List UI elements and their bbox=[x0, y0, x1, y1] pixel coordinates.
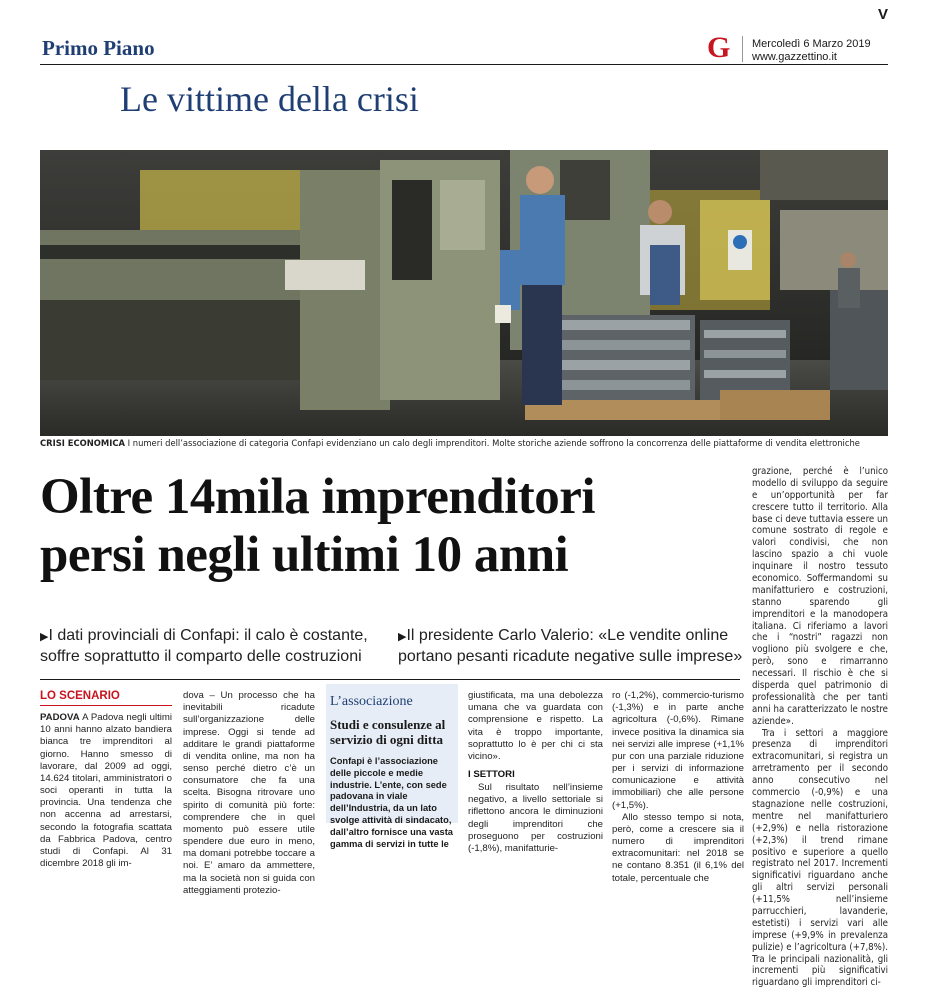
deck-right bbox=[398, 626, 743, 668]
association-box-title: L’associazione bbox=[330, 694, 413, 709]
headline bbox=[40, 468, 740, 584]
caption-label: CRISI ECONOMICA bbox=[40, 438, 125, 448]
caption-text: I numeri dell’associazione di categoria Confapi evidenziano un calo degli imprenditori. Molte storiche aziende soffrono la concorrenza delle piattaforme di vendita elettroniche bbox=[127, 438, 860, 448]
association-box-text: Confapi è l’associazione delle piccole e medie industrie. L’ente, con sede padovana in viale dell’Industria, da un lato svolge attività di sindacato, dall’altro fornisce una vasta gamma di servizi in tutte le bbox=[330, 756, 453, 849]
deck-right-line-1: Il presidente Carlo Valerio: «Le vendite online bbox=[406, 627, 729, 644]
side-paragraph-2: Tra i settori a maggiore presenza di imprenditori extracomunitari, si registra un arretramento per il secondo anno consecutivo nel commercio (-0,9%) e una stagnazione nelle costruzioni, mentre nel manifatturiero (+2,9%) e nella ristorazione (+2,3%) il trend rimane positivo e superiore a quello registrato nel 2017. Incrementi significativi riguardano anche gli altri servizi personali (+11,5% nell’insieme parrucchieri, lavanderie, estetisti) i servizi vari alle imprese (+9,9% in prevalenza pulizie) e l’agricoltura (+7,8%). Tra le principali nazionalità, gli incrementi più significativi riguardano gli imprenditori ci- bbox=[752, 727, 888, 989]
scenario-label: LO SCENARIO bbox=[40, 690, 120, 702]
triangle-bullet-icon: ▶ bbox=[398, 631, 407, 643]
deck-left-line-2: soffre soprattutto il comparto delle costruzioni bbox=[40, 647, 362, 665]
headline-line-2: persi negli ultimi 10 anni bbox=[40, 527, 569, 584]
article-column-5 bbox=[612, 690, 744, 885]
factory-photo bbox=[40, 150, 888, 436]
scenario-text: A Padova negli ultimi 10 anni hanno alzato bandiera bianca tre imprenditori al giorno. Hanno smesso di lavorare, dal 2009 ad oggi, 14.624 titolari, amministratori o soci operanti in tutta la provincia. Una tendenza che non accenna ad arrestarsi, secondo la fotografia scattata da Fabbrica Padova, centro studi di Confapi. Al 31 dicembre 2018 gli im- bbox=[40, 712, 173, 870]
article-column-2 bbox=[183, 690, 315, 897]
photo-caption bbox=[40, 438, 890, 448]
header-rule bbox=[40, 64, 888, 65]
settori-subhead: I SETTORI bbox=[468, 769, 515, 781]
section-title: Primo Piano bbox=[42, 36, 155, 60]
website-url: www.gazzettino.it bbox=[752, 51, 837, 63]
column-4-text: giustificata, ma una debolezza umana che va guardata con comprensione e rispetto. La vita è troppo importante, soprattutto lo è per chi ci sta vicino». bbox=[468, 690, 603, 762]
scenario-label-rule bbox=[40, 705, 172, 706]
deck-left bbox=[40, 626, 385, 668]
column-5-text: ro (-1,2%), commercio-turismo (-1,3%) e in parte anche agricoltura (-0,6%). Rimane invece positiva la dinamica sia nei servizi alle imprese (+1,1% pur con una parziale riduzione per i servizi di informazione comunicazione e attività immobiliari) che alle persone (+1,5%). bbox=[612, 690, 744, 811]
body-rule bbox=[40, 679, 740, 680]
logo-divider bbox=[742, 36, 743, 62]
issue-date: Mercoledì 6 Marzo 2019 bbox=[752, 38, 871, 50]
page-number: V bbox=[878, 6, 889, 23]
side-paragraph-1: grazione, perché è l’unico modello di sviluppo da seguire e un’opportunità per far crescere tutto il territorio. Alla base ci deve tuttavia essere un comune sostrato di regole e valori condivisi, che non lascino spazio a chi vuole inquinare il nostro tessuto economico. Soffermandomi su manifatturiero e costruzioni, stanno sparendo gli imprenditori e la manodopera italiana. Ci riferiamo a lavori che i “nostri” ragazzi non vogliono più svolgere e che, però, sono e rimarranno necessari. Il rischio è che si disperda quel patrimonio di professionalità che per tanti anni ha caratterizzato le nostre aziende». bbox=[752, 466, 888, 727]
deck-left-line-1: I dati provinciali di Confapi: il calo è costante, bbox=[48, 627, 368, 644]
column-4-text-2: Sul risultato nell’insieme negativo, a livello settoriale si riflettono ancora le diminuzioni degli imprenditori che proseguono per costruzioni (-1,8%), manifatturie- bbox=[468, 782, 603, 854]
scenario-column bbox=[40, 690, 172, 870]
deck-right-line-2: portano pesanti ricadute negative sulle imprese» bbox=[398, 647, 743, 665]
association-box-subtitle: Studi e consulenze al servizio di ogni ditta bbox=[330, 717, 446, 747]
column-2-text: dova – Un processo che ha inevitabili ricadute sull’organizzazione delle imprese. Oggi si tende ad additare le grandi piattaforme di vendita online, ma non ha senso perché dietro c’è un consumatore che fa una scelta. Bisogna ritrovare uno spirito di comunità più forte: comprendere che in quel momento può essere utile spendere due euro in meno, ma domani potrebbe toccare a noi. E’ amaro da ammettere, ma la società non si guida con atteggiamenti protezio- bbox=[183, 690, 315, 896]
column-5-text-2: Allo stesso tempo si nota, però, come a crescere sia il numero di imprenditori extracomunitari: nel 2018 se ne contano 8.351 (il 6,1% del totale, percentuale che bbox=[612, 811, 744, 884]
article-column-4 bbox=[468, 690, 603, 855]
gazzettino-logo: G bbox=[707, 31, 731, 64]
side-column bbox=[752, 466, 888, 989]
headline-line-1: Oltre 14mila imprenditori bbox=[40, 469, 596, 525]
page-kicker: Le vittime della crisi bbox=[120, 79, 419, 119]
triangle-bullet-icon: ▶ bbox=[40, 631, 49, 643]
scenario-dateline: PADOVA bbox=[40, 712, 80, 723]
